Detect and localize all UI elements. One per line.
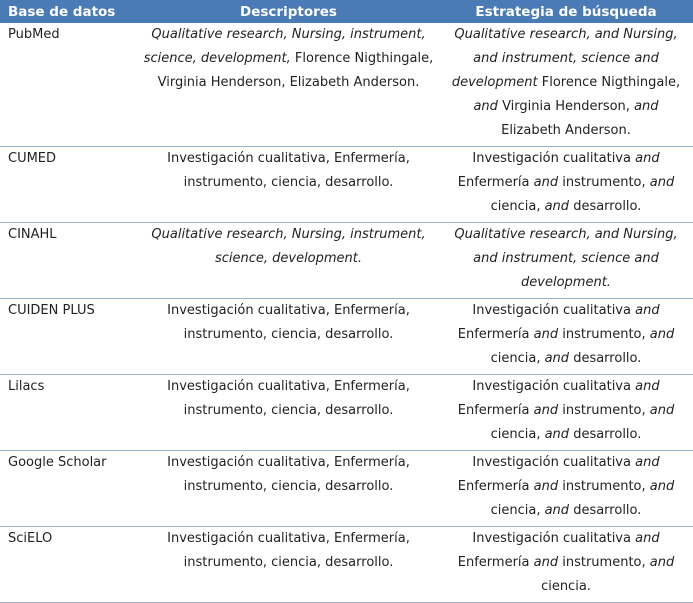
text-segment: and bbox=[635, 531, 660, 546]
table-row bbox=[0, 23, 693, 147]
search-strategy-cell bbox=[439, 147, 693, 223]
search-strategy-cell bbox=[439, 527, 693, 603]
text-segment: and bbox=[544, 427, 570, 442]
search-strategy-cell bbox=[439, 23, 693, 147]
text-segment: Florence Nigthingale, bbox=[537, 75, 681, 90]
table-row bbox=[0, 451, 693, 527]
text-segment: instrumento, bbox=[558, 175, 650, 190]
text-segment: Investigación cualitativa bbox=[472, 303, 636, 318]
text-segment: Enfermería bbox=[457, 403, 534, 418]
descriptors-cell bbox=[138, 451, 439, 527]
search-strategy-cell bbox=[439, 299, 693, 375]
database-cell: PubMed bbox=[0, 23, 138, 147]
text-segment: and bbox=[533, 555, 559, 570]
table-row bbox=[0, 147, 693, 223]
text-segment: instrumento, bbox=[558, 327, 650, 342]
text-segment: ciencia, bbox=[490, 351, 545, 366]
text-segment: Investigación cualitativa, Enfermería, instrumento, ciencia, desarrollo. bbox=[167, 455, 410, 494]
text-segment: Enfermería bbox=[457, 555, 534, 570]
text-segment: ciencia, bbox=[490, 199, 545, 214]
text-segment: desarrollo. bbox=[569, 427, 642, 442]
database-cell: Google Scholar bbox=[0, 451, 138, 527]
database-cell: Lilacs bbox=[0, 375, 138, 451]
text-segment: ciencia, bbox=[490, 503, 545, 518]
table-row bbox=[0, 299, 693, 375]
text-segment: Qualitative research, Nursing, instrument, science, development, bbox=[143, 27, 426, 66]
text-segment: Investigación cualitativa, Enfermería, instrumento, ciencia, desarrollo. bbox=[167, 303, 410, 342]
text-segment: and bbox=[649, 175, 675, 190]
text-segment: Investigación cualitativa, Enfermería, instrumento, ciencia, desarrollo. bbox=[167, 531, 410, 570]
descriptors-cell bbox=[138, 527, 439, 603]
database-cell: CINAHL bbox=[0, 223, 138, 299]
header-descriptors: Descriptores bbox=[138, 0, 439, 23]
text-segment: Investigación cualitativa, Enfermería, instrumento, ciencia, desarrollo. bbox=[167, 151, 410, 190]
database-cell: SciELO bbox=[0, 527, 138, 603]
text-segment: desarrollo. bbox=[569, 351, 642, 366]
table-row bbox=[0, 527, 693, 603]
text-segment: Investigación cualitativa bbox=[472, 379, 636, 394]
search-strategy-cell bbox=[439, 375, 693, 451]
text-segment: and bbox=[544, 503, 570, 518]
text-segment: and bbox=[544, 199, 570, 214]
text-segment: and bbox=[635, 303, 660, 318]
database-cell: CUMED bbox=[0, 147, 138, 223]
text-segment: ciencia. bbox=[541, 579, 591, 594]
descriptors-cell bbox=[138, 375, 439, 451]
descriptors-cell bbox=[138, 23, 439, 147]
text-segment: ciencia, bbox=[490, 427, 545, 442]
text-segment: Qualitative research, and Nursing, and instrument, science and development bbox=[451, 27, 678, 90]
text-segment: and bbox=[533, 479, 559, 494]
text-segment: Enfermería bbox=[457, 175, 534, 190]
text-segment: Virginia Henderson, bbox=[497, 99, 635, 114]
text-segment: Qualitative research, Nursing, instrument, science, development. bbox=[151, 227, 426, 266]
text-segment: and bbox=[634, 99, 659, 114]
header-search-strategy: Estrategia de búsqueda bbox=[439, 0, 693, 23]
text-segment: and bbox=[635, 455, 660, 470]
search-strategy-cell bbox=[439, 451, 693, 527]
table-header bbox=[0, 0, 693, 23]
text-segment: and bbox=[635, 151, 660, 166]
table-body bbox=[0, 23, 693, 603]
text-segment: instrumento, bbox=[558, 403, 650, 418]
text-segment: and bbox=[473, 99, 498, 114]
text-segment: and bbox=[649, 555, 675, 570]
text-segment: desarrollo. bbox=[569, 503, 642, 518]
text-segment: Elizabeth Anderson. bbox=[501, 123, 631, 138]
text-segment: and bbox=[533, 175, 559, 190]
text-segment: desarrollo. bbox=[569, 199, 642, 214]
descriptors-cell bbox=[138, 223, 439, 299]
text-segment: Investigación cualitativa, Enfermería, instrumento, ciencia, desarrollo. bbox=[167, 379, 410, 418]
text-segment: instrumento, bbox=[558, 479, 650, 494]
text-segment: Investigación cualitativa bbox=[472, 455, 636, 470]
header-row bbox=[0, 0, 693, 23]
text-segment: Investigación cualitativa bbox=[472, 151, 636, 166]
text-segment: instrumento, bbox=[558, 555, 650, 570]
text-segment: Qualitative research, and Nursing, and instrument, science and development. bbox=[454, 227, 678, 290]
text-segment: and bbox=[544, 351, 570, 366]
text-segment: Investigación cualitativa bbox=[472, 531, 636, 546]
text-segment: Florence Nigthingale, Virginia Henderson, Elizabeth Anderson. bbox=[157, 51, 434, 90]
text-segment: and bbox=[533, 327, 559, 342]
text-segment: Enfermería bbox=[457, 479, 534, 494]
table-row bbox=[0, 375, 693, 451]
text-segment: and bbox=[635, 379, 660, 394]
text-segment: and bbox=[649, 327, 675, 342]
search-strategy-cell bbox=[439, 223, 693, 299]
descriptors-cell bbox=[138, 299, 439, 375]
text-segment: Enfermería bbox=[457, 327, 534, 342]
table-row bbox=[0, 223, 693, 299]
database-cell: CUIDEN PLUS bbox=[0, 299, 138, 375]
text-segment: and bbox=[533, 403, 559, 418]
descriptors-cell bbox=[138, 147, 439, 223]
header-database: Base de datos bbox=[0, 0, 138, 23]
text-segment: and bbox=[649, 403, 675, 418]
text-segment: and bbox=[649, 479, 675, 494]
